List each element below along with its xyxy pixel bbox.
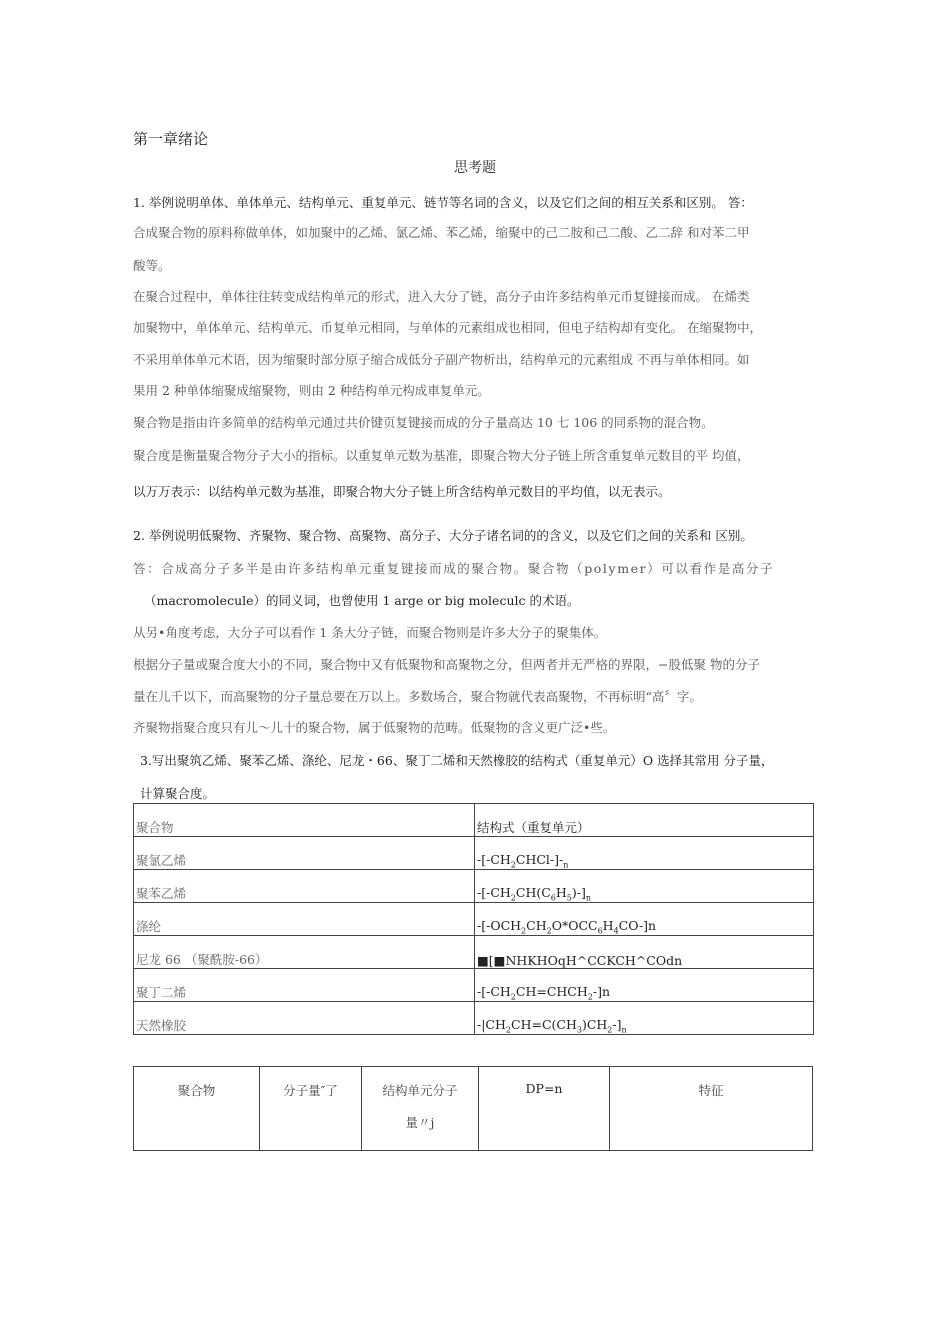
table-row [134,936,814,969]
polymer-name: 天然橡胶 [134,1002,475,1035]
table-row [134,837,814,870]
table-header-row [134,1067,813,1151]
q1-line-4: 在聚合过程中，单体往往转变成结构单元的形式，进入大分了链，高分子由许多结构单元币复键接而成。 在烯类 [133,289,750,304]
q1-line-5: 加聚物中，单体单元、结构单元、币复单元相同，与单体的元素组成也相同，但电子结构却有变化。 在缩聚物中， [133,320,762,335]
table-header-cell: DP=n [479,1067,610,1151]
polymerization-degree-table [133,1066,813,1151]
chapter-title: 第一章绪论 [133,130,209,148]
table-header-cell: 特征 [610,1067,813,1151]
q2-line-7: 齐聚物指聚合度只有儿〜儿十的聚合物，属于低聚物的范畴。低聚物的含义更广泛•些。 [133,720,616,735]
structure-formula: $-[-CH_2CH=CHCH_2-]n$ [475,969,814,1002]
q1-line-9: 聚合度是衡量聚合物分子大小的指标。以重复单元数为基准，即聚合物大分子链上所含重复单元数目的平 均值， [133,448,750,463]
section-title: 思考题 [454,160,496,176]
structure-formula: $-[-CH_2CH(C_6H_5)-]_n$ [475,870,814,903]
structure-table [133,803,814,1035]
q2-line-3: （macromolecule）的同义词，也曾使用 1 arge or big moleculc 的术语。 [144,593,580,608]
q1-line-1: 1. 举例说明单体、单体单元、结构单元、重复单元、链节等名词的含义，以及它们之间的相互关系和区别。 答： [133,195,753,210]
table-header-cell: 结构式（重复单元） [475,804,814,837]
table-row [134,870,814,903]
q2-line-6: 量在儿千以下，而高聚物的分子量总要在万以上。多数场合，聚合物就代表高聚物，不再标明“高〞字。 [133,689,702,704]
q1-line-8: 聚合物是指由许多简单的结构单元通过共价键页复键接而成的分子量高达 10 七 106 的同系物的混合物。 [133,415,714,430]
table-header-cell: 结构单元分子 量〃j [362,1067,479,1151]
q2-line-2: 答：合成高分子多半是由许多结构单元重复键接而成的聚合物。聚合物（polymer）可以看作是高分子 [133,561,775,576]
polymer-name: 尼龙 66 （聚酰胺-66） [134,936,475,969]
q2-line-1: 2. 举例说明低聚物、齐聚物、聚合物、高聚物、高分子、大分子诸名词的的含义，以及它们之间的关系和 区别。 [133,528,753,543]
structure-formula: $-|CH_2CH=C(CH_3)CH_2-]_n$ [475,1002,814,1035]
q1-line-3: 酸等。 [133,258,171,273]
polymer-name: 聚苯乙烯 [134,870,475,903]
q1-line-10: 以万万表示：以结构单元数为基准，即聚合物大分子链上所含结构单元数目的平均值，以无表示。 [133,484,671,499]
polymer-name: 聚氯乙烯 [134,837,475,870]
structure-formula: $-[-CH_2CHCl-]-_n$ [475,837,814,870]
structure-formula: $-[-OCH_2CH_2O*OCC_6H_4CO-]n$ [475,903,814,936]
table-row [134,1002,814,1035]
q1-line-6: 不采用单体单元术语，因为缩聚时部分原子缩合成低分子副产物析出，结构单元的元素组成 不再与单体相同。如 [133,352,750,367]
q2-line-4: 从另•角度考虑，大分子可以看作 1 条大分子链，而聚合物则是许多大分子的聚集体。 [133,625,607,640]
polymer-name: 聚丁二烯 [134,969,475,1002]
q1-line-2: 合成聚合物的原料称做单体，如加聚中的乙烯、氯乙烯、苯乙烯，缩聚中的己二胺和己二酸、乙二辞 和对苯二甲 [133,225,750,240]
q1-line-7: 果用 2 种单体缩聚成缩聚物，则由 2 种结构单元构成車复单元。 [133,383,490,398]
table-header-cell: 聚合物 [134,804,475,837]
table-row [134,903,814,936]
table-header-cell: 聚合物 [134,1067,260,1151]
table-row [134,969,814,1002]
table-header-cell: 分子量″了 [260,1067,362,1151]
q2-line-5: 根据分子量或聚合度大小的不同，聚合物中又有低聚物和高聚物之分，但两者并无严格的界限，−股低聚 物的分子 [133,657,760,672]
table-header-row [134,804,814,837]
polymer-name: 涤纶 [134,903,475,936]
q3-line-1: 3.写出聚筑乙烯、聚苯乙烯、涤纶、尼龙・66、聚丁二烯和天然橡胶的结构式（重复单元）O 选择其常用 分子量， [140,753,774,768]
structure-formula: ■[■NHKHOqH^CCKCH^COdn [475,936,814,969]
q3-line-2: 计算聚合度。 [140,786,216,801]
